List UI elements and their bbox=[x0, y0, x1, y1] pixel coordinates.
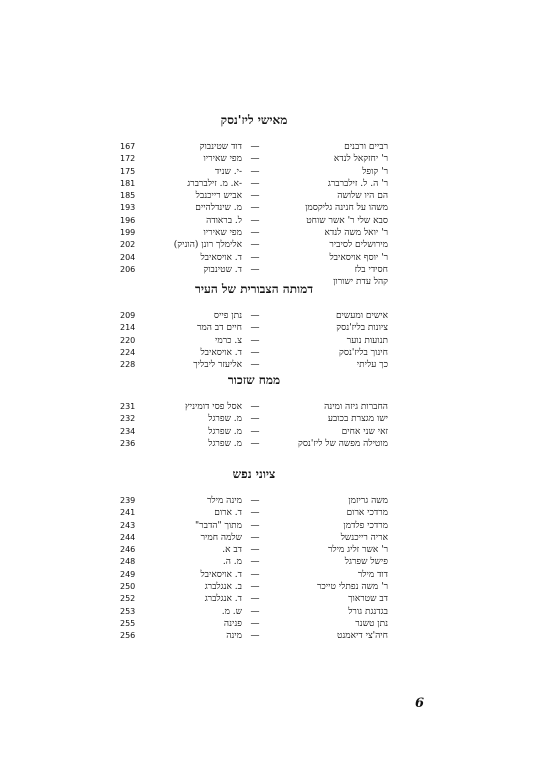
entry-dash: — bbox=[250, 520, 260, 531]
entry-title: מוטילה מפשה של ליז'נסק bbox=[298, 438, 388, 449]
entry-page-number: 175 bbox=[120, 166, 136, 176]
entry-page-number: 248 bbox=[120, 557, 136, 567]
entry-title: אישים ומעשים bbox=[335, 311, 388, 321]
toc-entry bbox=[120, 495, 388, 507]
entry-dash: — bbox=[250, 154, 260, 165]
entry-title: אריה רייכנשל bbox=[340, 532, 388, 543]
entry-title: ציונות בליז'נסק bbox=[336, 323, 388, 334]
toc-entry bbox=[120, 202, 388, 214]
entry-author: דוד שטינבוק bbox=[199, 142, 242, 152]
entry-page-number: 243 bbox=[120, 520, 136, 530]
toc-entry bbox=[120, 347, 388, 359]
entry-author: מ. שפרגל bbox=[208, 438, 242, 449]
entry-page-number: 241 bbox=[120, 508, 136, 518]
entry-title: ר' משה נפתלי טייכר bbox=[316, 582, 388, 593]
toc-entry bbox=[120, 438, 388, 450]
entry-title: ר' אשר זליג מילר bbox=[327, 545, 388, 556]
entry-dash: — bbox=[250, 335, 260, 346]
entry-title: דוד מילר bbox=[357, 569, 388, 580]
toc-entry bbox=[120, 630, 388, 642]
toc-entry bbox=[120, 215, 388, 227]
entry-dash: — bbox=[250, 557, 260, 568]
entry-page-number: 239 bbox=[120, 496, 136, 505]
entry-title: סבא שלי ר' אשר שוחט bbox=[306, 215, 388, 226]
toc-entry bbox=[120, 252, 388, 264]
entry-dash: — bbox=[250, 166, 260, 177]
toc-list bbox=[120, 310, 388, 371]
entry-page-number: 249 bbox=[120, 569, 136, 579]
entry-title: חיה'צי דיאמנט bbox=[336, 631, 388, 642]
entry-author: שלמה חמיר bbox=[200, 532, 242, 543]
entry-title: ר' יוסף אויסאיבל bbox=[329, 252, 388, 263]
entry-author: ד. ארום bbox=[214, 508, 242, 519]
entry-title: דב שטראוך bbox=[348, 594, 388, 605]
entry-dash: — bbox=[250, 178, 260, 189]
entry-title: ישו מגצרת בכובע bbox=[327, 414, 388, 425]
entry-dash: — bbox=[250, 508, 260, 519]
entry-page-number: 234 bbox=[120, 426, 136, 436]
toc-entry bbox=[120, 606, 388, 618]
toc-entry bbox=[120, 227, 388, 239]
entry-title: תנועות נוער bbox=[346, 335, 388, 346]
entry-author: מפי שאיריו bbox=[203, 228, 242, 239]
entry-dash: — bbox=[250, 496, 260, 506]
entry-page-number: 220 bbox=[120, 335, 136, 345]
section-memorials bbox=[120, 465, 388, 643]
entry-author: חיים דב המר bbox=[197, 323, 242, 334]
toc-entry bbox=[120, 178, 388, 190]
entry-title: בגדנגת גורל bbox=[348, 606, 388, 617]
entry-author: -י. שניד bbox=[214, 166, 242, 177]
entry-dash: — bbox=[250, 264, 260, 275]
toc-entry bbox=[120, 359, 388, 371]
toc-entry bbox=[120, 401, 388, 413]
entry-page-number: 202 bbox=[120, 240, 136, 250]
page-number: 6 bbox=[415, 696, 425, 711]
entry-page-number: 196 bbox=[120, 215, 136, 225]
entry-title: מרדכי ארום bbox=[346, 508, 388, 519]
entry-author: מ. ה. bbox=[222, 557, 242, 568]
entry-page-number: 246 bbox=[120, 545, 136, 555]
entry-page-number: 252 bbox=[120, 594, 136, 604]
entry-dash: — bbox=[250, 323, 260, 334]
entry-author: דב א. bbox=[222, 545, 242, 556]
entry-author: מינה מילר bbox=[207, 496, 242, 506]
entry-page-number: 244 bbox=[120, 532, 136, 542]
entry-title: ר' ה. ל. זילברברג bbox=[327, 178, 388, 189]
entry-author: צ. כרמי bbox=[215, 335, 242, 346]
toc-list bbox=[120, 401, 388, 450]
entry-title: פישל שפרגל bbox=[344, 557, 388, 568]
entry-page-number: 232 bbox=[120, 414, 136, 424]
entry-dash: — bbox=[250, 203, 260, 214]
entry-author: ב. אנגלברג bbox=[204, 582, 242, 593]
entry-author: מינה bbox=[226, 631, 242, 642]
entry-page-number: 199 bbox=[120, 228, 136, 238]
entry-dash: — bbox=[250, 545, 260, 556]
entry-author: ד. אויסאיבל bbox=[200, 569, 242, 580]
entry-title: משהו על חנינה גליקסמן bbox=[305, 203, 388, 214]
entry-title: כך עליתי bbox=[356, 360, 388, 371]
toc-entry bbox=[120, 544, 388, 556]
entry-title: חינוך בליז'נסק bbox=[339, 347, 388, 358]
entry-author: מפי שאיריו bbox=[203, 154, 242, 165]
entry-dash: — bbox=[250, 252, 260, 263]
toc-entry bbox=[120, 239, 388, 251]
entry-author: מ. שינדלהיים bbox=[195, 203, 242, 214]
entry-title: חסידי בלז bbox=[354, 264, 388, 275]
entry-author: ש. מ. bbox=[221, 606, 242, 617]
section-lezajsk-personalities bbox=[120, 111, 388, 289]
entry-author: פנינה bbox=[223, 618, 242, 629]
toc-entry bbox=[120, 618, 388, 630]
entry-title: ר' קופל bbox=[362, 166, 388, 177]
entry-page-number: 231 bbox=[120, 402, 136, 411]
entry-dash: — bbox=[250, 618, 260, 629]
entry-author: מ. שפרגל bbox=[208, 414, 242, 425]
entry-dash: — bbox=[250, 228, 260, 239]
toc-entry bbox=[120, 310, 388, 322]
entry-dash: — bbox=[250, 402, 260, 412]
entry-dash: — bbox=[250, 631, 260, 642]
entry-page-number: 228 bbox=[120, 360, 136, 370]
entry-title: קהל עדת ישורון bbox=[333, 277, 388, 288]
toc-entry bbox=[120, 153, 388, 165]
entry-page-number: 167 bbox=[120, 142, 136, 151]
toc-entry bbox=[120, 166, 388, 178]
section-public-image bbox=[120, 280, 388, 371]
entry-author: נתן פייס bbox=[213, 311, 242, 321]
entry-page-number: 256 bbox=[120, 631, 136, 641]
toc-entry bbox=[120, 532, 388, 544]
toc-entry bbox=[120, 593, 388, 605]
entry-page-number: 206 bbox=[120, 264, 136, 274]
toc-entry bbox=[120, 569, 388, 581]
entry-dash: — bbox=[250, 215, 260, 226]
entry-dash: — bbox=[250, 414, 260, 425]
toc-list bbox=[120, 495, 388, 643]
entry-dash: — bbox=[250, 360, 260, 371]
entry-title: ר' יואל משה לנדא bbox=[324, 228, 388, 239]
toc-entry bbox=[120, 507, 388, 519]
entry-page-number: 181 bbox=[120, 178, 136, 188]
toc-entry bbox=[120, 141, 388, 153]
entry-author: אסל פסי דומיניץ bbox=[185, 402, 242, 412]
entry-dash: — bbox=[250, 191, 260, 202]
entry-author: ד. אנגלברג bbox=[204, 594, 242, 605]
entry-title: מרדכי פלדמן bbox=[343, 520, 388, 531]
entry-page-number: 250 bbox=[120, 582, 136, 592]
entry-title: נתן טשנר bbox=[355, 618, 388, 629]
entry-author: ד. אויסאיבל bbox=[200, 252, 242, 263]
entry-author: אלימלך רונן (הוניק) bbox=[173, 240, 242, 251]
entry-page-number: 255 bbox=[120, 618, 136, 628]
toc-entry bbox=[120, 426, 388, 438]
entry-dash: — bbox=[250, 240, 260, 251]
entry-title: הם היו שלושה bbox=[337, 191, 388, 202]
section-title: ממח שזכור bbox=[227, 373, 281, 387]
entry-dash: — bbox=[250, 311, 260, 321]
toc-entry bbox=[120, 556, 388, 568]
toc-entry bbox=[120, 264, 388, 276]
entry-title: זאי שני אחים bbox=[341, 426, 388, 437]
entry-page-number: 193 bbox=[120, 203, 136, 213]
section-title: מאישי ליז'נסק bbox=[220, 113, 288, 127]
entry-author: ד. שטינבוק bbox=[203, 264, 242, 275]
entry-author: אביש רייכנבל bbox=[195, 191, 242, 202]
entry-dash: — bbox=[250, 569, 260, 580]
entry-dash: — bbox=[250, 594, 260, 605]
entry-page-number: 224 bbox=[120, 347, 136, 357]
entry-author: -א. מ. זילברברג bbox=[187, 178, 242, 189]
entry-author: מ. שפרגל bbox=[208, 426, 242, 437]
entry-page-number: 214 bbox=[120, 323, 136, 333]
entry-author: אליעזר ליבליך bbox=[193, 360, 242, 371]
entry-page-number: 185 bbox=[120, 191, 136, 201]
entry-author: ל. בראודה bbox=[206, 215, 242, 226]
entry-title: החברות גיזה ומינה bbox=[324, 402, 388, 412]
section-title: ציוני נפש bbox=[232, 467, 276, 481]
toc-entry bbox=[120, 335, 388, 347]
entry-dash: — bbox=[250, 532, 260, 543]
entry-dash: — bbox=[250, 438, 260, 449]
entry-author: מתוך "הדבר" bbox=[195, 520, 242, 531]
entry-title: ר' יחזקאל לנדא bbox=[333, 154, 388, 165]
entry-page-number: 204 bbox=[120, 252, 136, 262]
entry-page-number: 236 bbox=[120, 438, 136, 448]
entry-page-number: 253 bbox=[120, 606, 136, 616]
entry-title: משה גריזמן bbox=[348, 496, 388, 506]
entry-dash: — bbox=[250, 142, 260, 152]
toc-list bbox=[120, 141, 388, 289]
section-memory bbox=[120, 371, 388, 450]
entry-dash: — bbox=[250, 347, 260, 358]
toc-entry bbox=[120, 581, 388, 593]
section-title: דמותה הצבורית של העיר bbox=[195, 282, 313, 296]
toc-entry bbox=[120, 190, 388, 202]
entry-title: רביים ורבנים bbox=[344, 142, 388, 152]
entry-page-number: 172 bbox=[120, 154, 136, 164]
entry-page-number: 209 bbox=[120, 311, 136, 320]
entry-dash: — bbox=[250, 582, 260, 593]
entry-title: מירושלים לסיביר bbox=[329, 240, 388, 251]
entry-dash: — bbox=[250, 606, 260, 617]
entry-dash: — bbox=[250, 426, 260, 437]
entry-author: ד. אויסאיבל bbox=[200, 347, 242, 358]
toc-entry bbox=[120, 520, 388, 532]
toc-entry bbox=[120, 322, 388, 334]
toc-entry bbox=[120, 413, 388, 425]
